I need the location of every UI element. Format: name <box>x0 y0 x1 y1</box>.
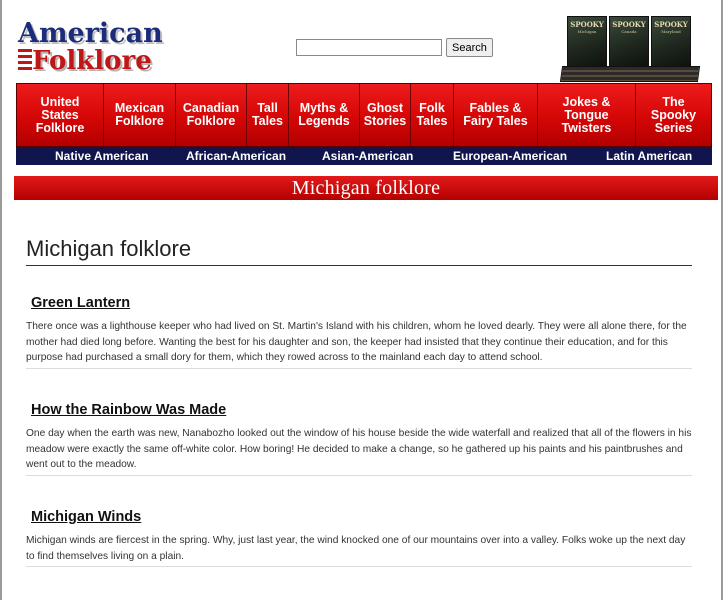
search-button[interactable]: Search <box>446 38 493 57</box>
nav-item-tall-tales[interactable] <box>247 84 289 146</box>
subnav-item-asian-american[interactable]: Asian-American <box>322 149 414 163</box>
story-excerpt: There once was a lighthouse keeper who had lived on St. Martin's Island with his children, whom he loved dearly. They were all alone there, for the mother had died long before. Wanting the best for his daughter and son, the keeper had insisted that they continue their education, and for this purpose had purchased a small dory for them, which they rowed across to the mainland each day to attend school. <box>26 319 692 369</box>
nav-item-jokes-tongue-twisters[interactable] <box>538 84 636 146</box>
search-input[interactable] <box>296 39 442 56</box>
story-item <box>26 295 692 369</box>
nav-item-label: Fables & Fairy Tales <box>463 101 528 128</box>
book-spines <box>560 66 700 82</box>
nav-item-label: Jokes & Tongue Twisters <box>561 94 612 135</box>
subnav-item-african-american[interactable]: African-American <box>186 149 287 163</box>
nav-item-label: Mexican Folklore <box>114 101 165 128</box>
nav-item-label: Ghost Stories <box>363 101 407 128</box>
nav-item-myths-legends[interactable] <box>289 84 360 146</box>
nav-item-ghost-stories[interactable] <box>360 84 411 146</box>
story-title-link[interactable]: Green Lantern <box>31 295 131 311</box>
book-subtitle: Maryland <box>661 29 681 34</box>
banner-title: Michigan folklore <box>291 176 441 199</box>
flag-stripes-icon <box>18 49 32 71</box>
nav-item-label: The Spooky Series <box>650 94 697 135</box>
main-content <box>26 236 692 562</box>
book-subtitle: Michigan <box>577 29 597 34</box>
nav-item-label: Canadian Folklore <box>182 101 240 128</box>
nav-item-the-spooky-series[interactable] <box>636 84 711 146</box>
subnav-item-latin-american[interactable]: Latin American <box>606 149 693 163</box>
book-title: SPOOKY <box>612 20 646 29</box>
nav-item-label: Folk Tales <box>416 101 448 128</box>
book-cover <box>651 16 691 70</box>
story-title-link[interactable]: How the Rainbow Was Made <box>31 402 227 418</box>
story-excerpt: Michigan winds are fiercest in the spring. Why, just last year, the wind knocked one of our mountains over into a valley. Folks woke up the next day to find themselves living on a plain. <box>26 533 692 567</box>
subnav-item-native-american[interactable]: Native American <box>55 149 149 163</box>
subnav-item-european-american[interactable]: European-American <box>453 149 568 163</box>
main-nav <box>16 83 712 147</box>
nav-item-fables-fairy-tales[interactable] <box>454 84 538 146</box>
search-form <box>296 38 493 57</box>
book-title: SPOOKY <box>654 20 688 29</box>
story-title-link[interactable]: Michigan Winds <box>31 509 142 525</box>
story-item <box>26 509 692 567</box>
spooky-series-books-image[interactable] <box>561 14 697 82</box>
book-cover <box>609 16 649 70</box>
nav-item-folk-tales[interactable] <box>411 84 454 146</box>
book-cover <box>567 16 607 70</box>
nav-item-label: United States Folklore <box>35 94 85 135</box>
page-title: Michigan folklore <box>26 236 692 266</box>
story-excerpt: One day when the earth was new, Nanabozho looked out the window of his house beside the wide waterfall and realized that all of the flowers in his meadow were exactly the same off-white color. How boring! He decided to make a change, so he gathered up his paints and his paintbrushes and went out to the meadow. <box>26 426 692 476</box>
logo-line-2: Folklore <box>32 46 152 76</box>
title-banner <box>14 176 718 200</box>
book-title: SPOOKY <box>570 20 604 29</box>
sub-nav <box>16 147 712 165</box>
nav-item-canadian-folklore[interactable] <box>176 84 247 146</box>
book-subtitle: Canada <box>621 29 637 34</box>
nav-item-label: Myths & Legends <box>298 101 350 128</box>
story-item <box>26 402 692 476</box>
site-header <box>2 0 721 84</box>
american-folklore-logo[interactable] <box>18 18 168 78</box>
nav-item-label: Tall Tales <box>251 101 284 128</box>
nav-item-united-states-folklore[interactable] <box>17 84 104 146</box>
nav-item-mexican-folklore[interactable] <box>104 84 176 146</box>
logo-line-1: American <box>18 18 163 49</box>
